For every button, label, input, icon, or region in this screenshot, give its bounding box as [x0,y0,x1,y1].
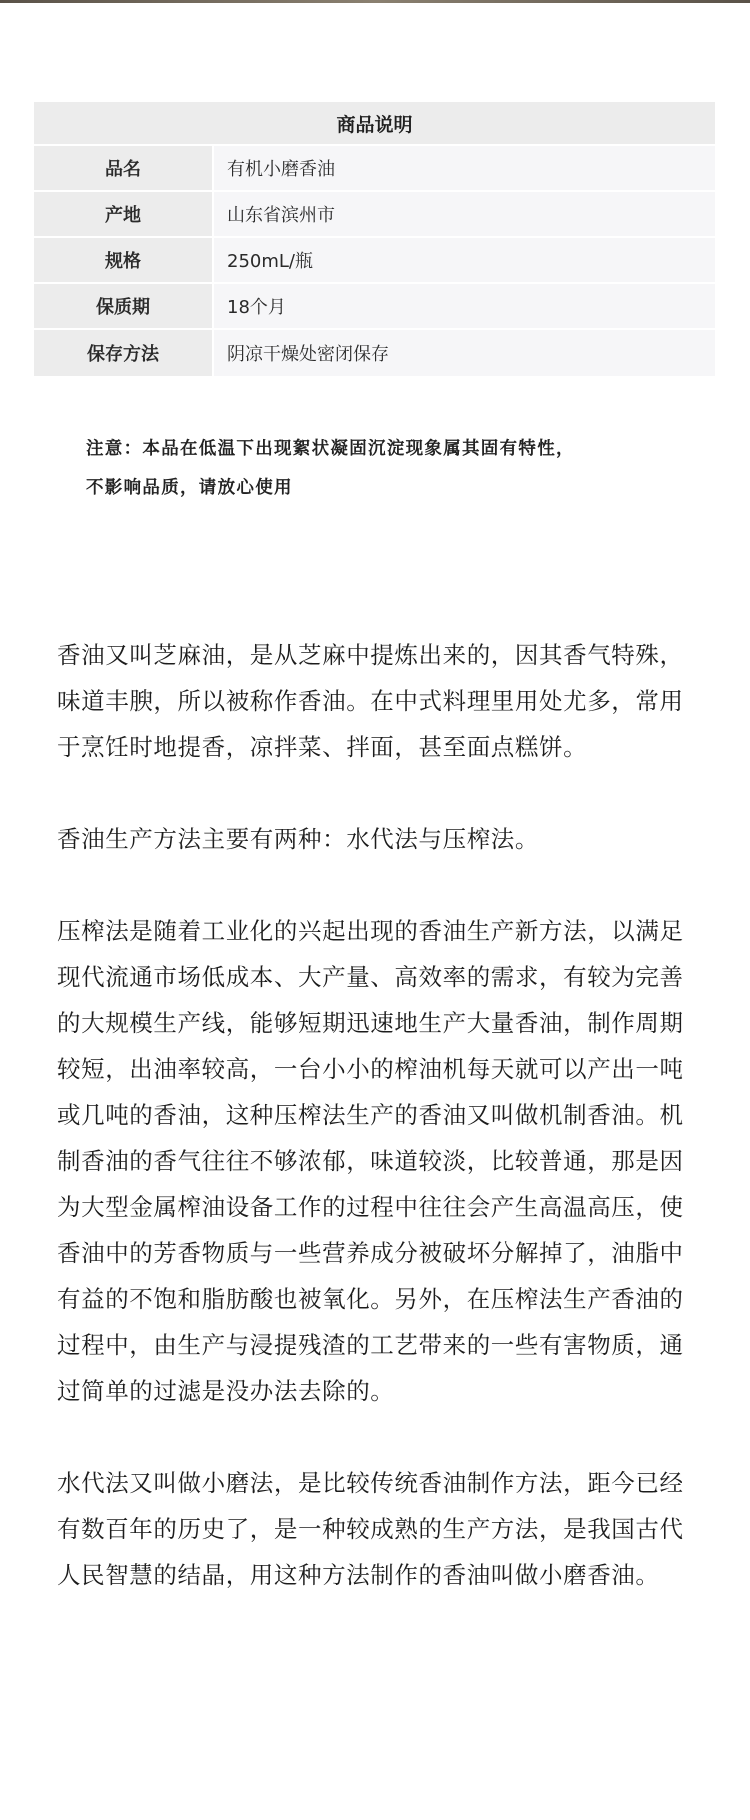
article-paragraph: 水代法又叫做小磨法，是比较传统香油制作方法，距今已经有数百年的历史了，是一种较成熟的生产方法，是我国古代人民智慧的结晶，用这种方法制作的香油叫做小磨香油。 [57,1469,684,1589]
article-paragraph: 香油又叫芝麻油，是从芝麻中提炼出来的，因其香气特殊，味道丰腴，所以被称作香油。在中式料理里用处尤多，常用于烹饪时地提香，凉拌菜、拌面，甚至面点糕饼。 [57,641,684,761]
spec-value: 阴凉干燥处密闭保存 [214,330,715,376]
spec-value: 山东省滨州市 [214,192,715,236]
spec-row-size [34,238,715,284]
notice-line: 不影响品质，请放心使用 [86,478,293,498]
article-paragraph: 香油生产方法主要有两种：水代法与压榨法。 [57,825,539,853]
spec-value: 18个月 [214,284,715,328]
storage-notice [86,430,686,508]
spec-row-storage [34,330,715,376]
spec-label: 产地 [34,192,214,236]
article-paragraph: 压榨法是随着工业化的兴起出现的香油生产新方法，以满足现代流通市场低成本、大产量、高效率的需求，有较为完善的大规模生产线，能够短期迅速地生产大量香油，制作周期较短，出油率较高，一台小小的榨油机每天就可以产出一吨或几吨的香油，这种压榨法生产的香油又叫做机制香油。机制香油的香气往往不够浓郁，味道较淡，比较普通，那是因为大型金属榨油设备工作的过程中往往会产生高温高压，使香油中的芳香物质与一些营养成分被破坏分解掉了，油脂中有益的不饱和脂肪酸也被氧化。另外，在压榨法生产香油的过程中，由生产与浸提残渣的工艺带来的一些有害物质，通过简单的过滤是没办法去除的。 [57,917,684,1405]
top-decorative-rule [0,0,750,3]
spec-label: 规格 [34,238,214,282]
spec-row-name [34,146,715,192]
notice-line: 注意：本品在低温下出现絮状凝固沉淀现象属其固有特性， [86,439,575,459]
product-spec-table [34,102,715,376]
spec-label: 保质期 [34,284,214,328]
spec-row-shelf-life [34,284,715,330]
article-body [57,632,697,1598]
spec-value: 250mL/瓶 [214,238,715,282]
spec-label: 保存方法 [34,330,214,376]
spec-table-title: 商品说明 [34,102,715,146]
spec-label: 品名 [34,146,214,190]
spec-row-origin [34,192,715,238]
spec-value: 有机小磨香油 [214,146,715,190]
